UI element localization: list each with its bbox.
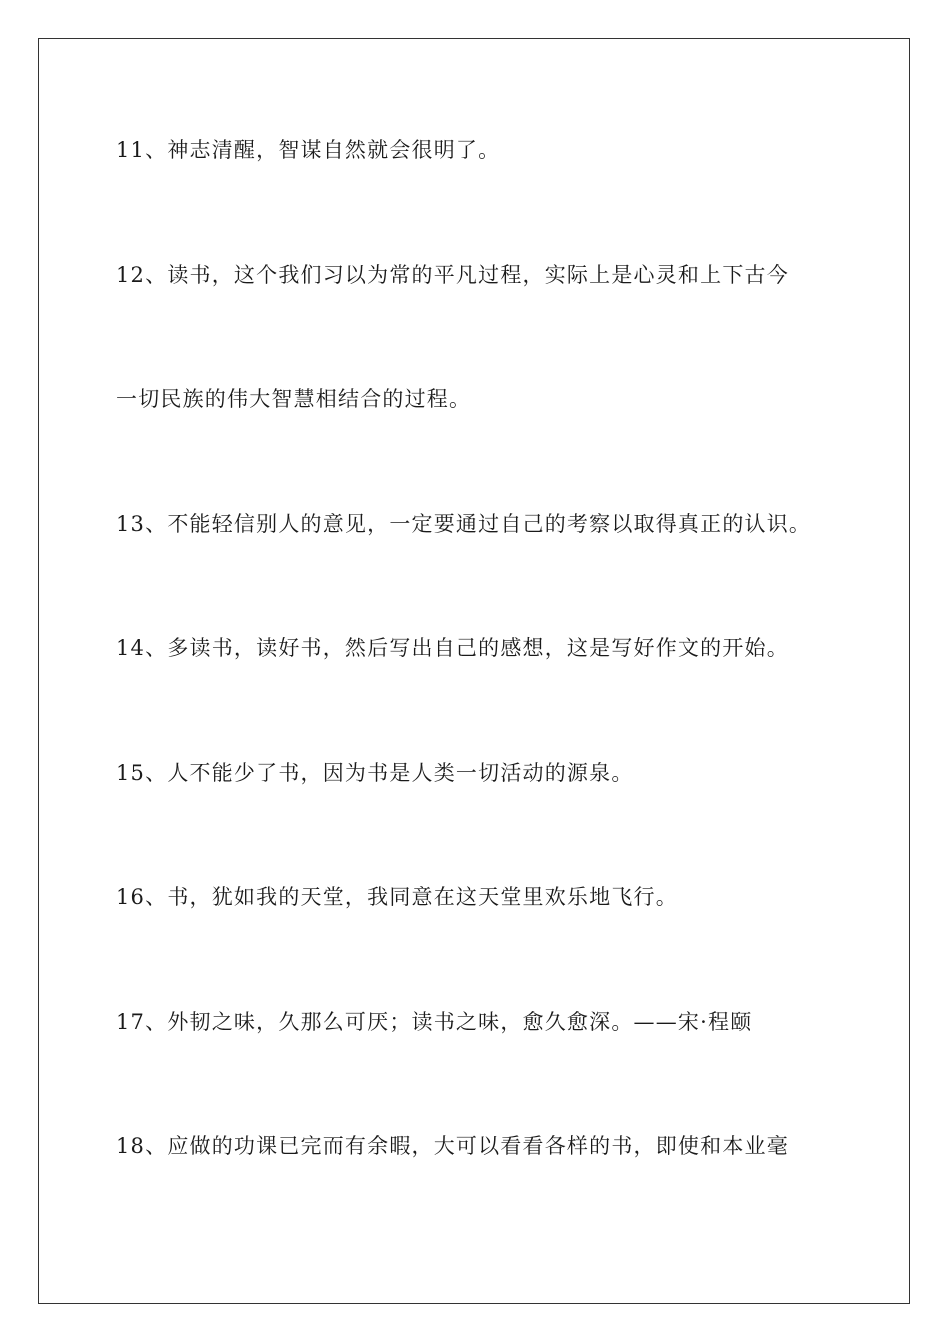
quote-15: 15、人不能少了书，因为书是人类一切活动的源泉。 — [116, 761, 634, 785]
page-frame — [38, 38, 910, 1304]
quote-12-line-2: 一切民族的伟大智慧相结合的过程。 — [116, 387, 472, 411]
quote-16: 16、书，犹如我的天堂，我同意在这天堂里欢乐地飞行。 — [116, 885, 678, 909]
quote-17: 17、外韧之味，久那么可厌；读书之味，愈久愈深。——宋·程颐 — [116, 1010, 753, 1034]
quote-18: 18、应做的功课已完而有余暇，大可以看看各样的书，即使和本业毫 — [116, 1134, 789, 1158]
quote-13: 13、不能轻信别人的意见，一定要通过自己的考察以取得真正的认识。 — [116, 512, 812, 536]
quote-14: 14、多读书，读好书，然后写出自己的感想，这是写好作文的开始。 — [116, 636, 789, 660]
quote-12-line-1: 12、读书，这个我们习以为常的平凡过程，实际上是心灵和上下古今 — [116, 263, 789, 287]
quote-11: 11、神志清醒，智谋自然就会很明了。 — [116, 138, 501, 162]
